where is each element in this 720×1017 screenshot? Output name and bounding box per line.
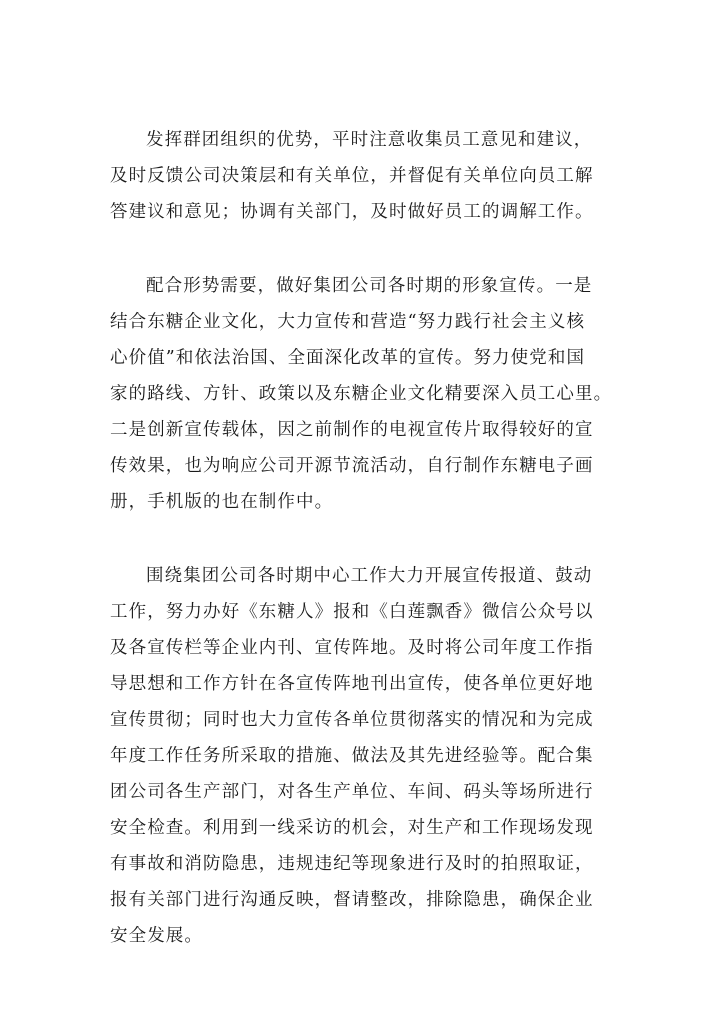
- paragraph-line: 传效果，也为响应公司开源节流活动，自行制作东糖电子画: [110, 456, 594, 476]
- paragraph-line: 团公司各生产部门，对各生产单位、车间、码头等场所进行: [110, 782, 594, 802]
- paragraph-line: 及各宣传栏等企业内刊、宣传阵地。及时将公司年度工作指: [110, 638, 594, 658]
- paragraph-line: 安全发展。: [110, 926, 203, 946]
- paragraph-line: 发挥群团组织的优势，平时注意收集员工意见和建议，: [146, 130, 593, 150]
- paragraph-line: 年度工作任务所采取的措施、做法及其先进经验等。配合集: [110, 746, 594, 766]
- paragraph-line: 报有关部门进行沟通反映，督请整改，排除隐患，确保企业: [110, 890, 594, 910]
- paragraph-line: 有事故和消防隐患，违规违纪等现象进行及时的拍照取证，: [110, 854, 594, 874]
- paragraph-line: 答建议和意见；协调有关部门，及时做好员工的调解工作。: [110, 202, 594, 222]
- paragraph-spacer: [110, 520, 610, 558]
- document-body: [110, 122, 613, 954]
- paragraph-line: 家的路线、方针、政策以及东糖企业文化精要深入员工心里。: [110, 384, 613, 404]
- paragraph-line: 册，手机版的也在制作中。: [110, 492, 334, 512]
- paragraph-line: 宣传贯彻；同时也大力宣传各单位贯彻落实的情况和为完成: [110, 710, 594, 730]
- paragraph-1: [110, 122, 610, 230]
- paragraph-line: 围绕集团公司各时期中心工作大力开展宣传报道、鼓动: [146, 566, 593, 586]
- paragraph-line: 结合东糖企业文化，大力宣传和营造“努力践行社会主义核: [110, 312, 586, 332]
- paragraph-3: [110, 558, 610, 954]
- paragraph-line: 及时反馈公司决策层和有关单位，并督促有关单位向员工解: [110, 166, 594, 186]
- paragraph-line: 安全检查。利用到一线采访的机会，对生产和工作现场发现: [110, 818, 594, 838]
- paragraph-line: 导思想和工作方针在各宣传阵地刊出宣传，使各单位更好地: [110, 674, 594, 694]
- paragraph-line: 心价值”和依法治国、全面深化改革的宣传。努力使党和国: [110, 348, 586, 368]
- paragraph-spacer: [110, 230, 610, 268]
- paragraph-2: [110, 268, 613, 520]
- paragraph-line: 配合形势需要，做好集团公司各时期的形象宣传。一是: [146, 276, 593, 296]
- paragraph-line: 工作，努力办好《东糖人》报和《白莲飘香》微信公众号以: [110, 602, 594, 622]
- paragraph-line: 二是创新宣传载体，因之前制作的电视宣传片取得较好的宣: [110, 420, 594, 440]
